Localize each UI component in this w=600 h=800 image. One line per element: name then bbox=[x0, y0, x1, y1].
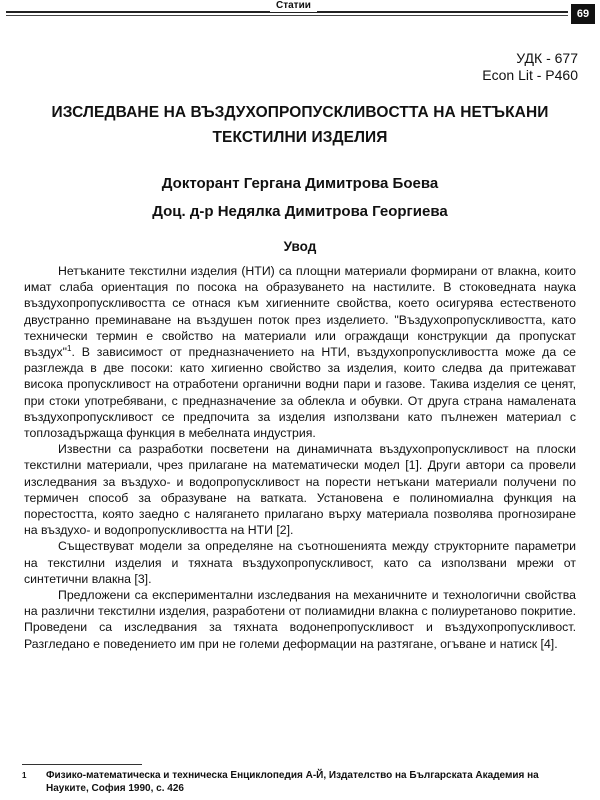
paragraph-4: Предложени са експериментални изследвания на механичните и технологични свойства на различни текстилни изделия, разработени от полиамидни влакна с полиуретаново покритие. Проведени са изследвания за тяхната водонепропускливост и въздухопропускливост. Разгледано е поведението им при не големи деформации на разтягане, огъване и натиск [4]. bbox=[24, 588, 576, 651]
running-header bbox=[0, 0, 600, 30]
header-rule-thin bbox=[6, 15, 568, 16]
footnote-marker: 1 bbox=[22, 771, 27, 780]
footnote-text: Физико-математическа и техническа Енциклопедия А-Й, Издателство на Българската Академия на Науките, София 1990, с. 426 bbox=[46, 770, 539, 794]
classification-codes bbox=[482, 50, 578, 84]
paragraph-1-part-a: Нетъканите текстилни изделия (НТИ) са площни материали формирани от влакна, които имат слаба ориентация по посока на образуването на настилите. В стоковедната наука въздухопропускливостта се отнася към хигиенните свойства, което осигурява естественото двустранно преминаване на въздушен поток през изделието. "Въздухопропускливостта, като технически термин е свойство на материали или ограждащи конструкции да пропускат въздух" bbox=[24, 264, 576, 360]
paragraph-2: Известни са разработки посветени на динамичната въздухопропускливост на плоски текстилни материали, чрез прилагане на математически модел [1]. Други автори са провели изследвания за въздухо- и водопропускливост на порести нетъкани материали получени по термичен способ за образуване на ватката. Установена е полиномиална функция на порестостта, която заедно с налягането прилагано върху материала позволява прогнозиране на въздухо- и водопропускливостта на НТИ [2]. bbox=[24, 442, 576, 538]
author-1: Докторант Гергана Димитрова Боева bbox=[161, 175, 439, 192]
udc-code: УДК - 677 bbox=[516, 50, 578, 66]
footnote bbox=[22, 769, 578, 795]
title-line-2: ТЕКСТИЛНИ ИЗДЕЛИЯ bbox=[212, 129, 388, 146]
paragraph-3: Съществуват модели за определяне на съотношенията между структорните параметри на текстилни изделия и тяхната въздухопропускливост, като са използвани мрежи от синтетични влакна [3]. bbox=[24, 539, 576, 586]
article-body bbox=[24, 263, 576, 652]
econlit-code: Econ Lit - P460 bbox=[482, 67, 578, 83]
paragraph-1 bbox=[24, 263, 576, 441]
author-list bbox=[30, 170, 570, 226]
section-heading: Увод bbox=[283, 239, 317, 254]
paragraph-1-part-b: . В зависимост от предназначението на НТИ, въздухопропускливостта може да се разглежда в две посоки: като хигиенно свойство за изделия, които следва да притежават висока пропускливост на отработени органични водни пари и газове. Такива изделия се ценят, при стоки употребявани, с предназначение за облекла и обувки. От друга страна намалената въздухопропускливост се предпочита за изделия използвани като пълнежен материал с топлозадържаща функция в мебелната индустрия. bbox=[24, 345, 576, 441]
article-title bbox=[30, 100, 570, 150]
section-label: Статии bbox=[270, 0, 317, 12]
page-number: 69 bbox=[571, 4, 595, 24]
footnote-reference: 1 bbox=[67, 343, 72, 353]
title-line-1: ИЗСЛЕДВАНЕ НА ВЪЗДУХОПРОПУСКЛИВОСТТА НА НЕТЪКАНИ bbox=[51, 104, 549, 121]
footnote-divider bbox=[22, 764, 142, 765]
author-2: Доц. д-р Недялка Димитрова Георгиева bbox=[152, 203, 448, 220]
